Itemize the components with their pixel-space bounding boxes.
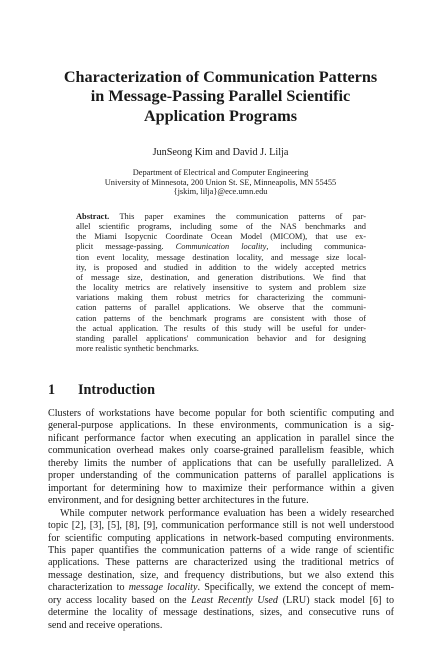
abstract-line: variations making them robust metrics for characterizing the communi-	[76, 293, 366, 303]
body-line: applications. These patterns are characterized using the traditional metrics of	[48, 557, 394, 569]
body-emphasis: message locality	[128, 582, 198, 594]
body-line: thereby limits the number of applications that can be usefully parallelized. A	[48, 457, 394, 469]
affiliation-department: Department of Electrical and Computer Engineering	[132, 168, 309, 177]
abstract-line: the Miami Isopycnic Coordinate Ocean Model (MICOM), that use ex-	[76, 232, 366, 242]
body-line: topic [2], [3], [5], [8], [9], communication performance still is not well understood	[48, 520, 394, 532]
abstract-text: plicit message-passing.	[76, 242, 176, 252]
body-text-run: (LRU) stack model [6] to	[277, 594, 394, 606]
abstract-text: This paper examines the communication patterns of par-	[109, 212, 366, 221]
body-line: environment, and for designing better architectures in the future.	[48, 495, 309, 507]
author-names: JunSeong Kim and David J. Lilja	[152, 147, 289, 158]
abstract-line: tion event locality, message destination locality, and message size local-	[76, 252, 366, 262]
section-heading	[48, 382, 155, 398]
body-line: nificant performance factor when executing an application in parallel since the	[48, 432, 394, 444]
section-title: Introduction	[78, 382, 155, 398]
body-text-run: . Specifically, we extend the concept of mem-	[197, 582, 394, 594]
body-line	[48, 582, 394, 594]
abstract-line: the locality metrics are relatively insensitive to system and problem size	[76, 283, 366, 293]
body-line: This paper quantifies the communication patterns of a wide range of scientific	[48, 544, 394, 556]
title-line: in Message-Passing Parallel Scientific	[90, 87, 351, 106]
abstract-line: cation patterns of the benchmark programs are consistent with those of	[76, 313, 366, 323]
title-line: Application Programs	[143, 106, 298, 125]
body-text-run: characterization to	[48, 582, 129, 594]
abstract-label: Abstract.	[76, 212, 110, 221]
affiliation-email: {jskim, lilja}@ece.umn.edu	[173, 187, 268, 197]
abstract-line: more realistic synthetic benchmarks.	[76, 344, 199, 354]
abstract-line: allel scientific programs, including some of the NAS benchmarks and	[76, 222, 366, 232]
body-line: message destination, size, and frequency distributions, but we also extend this	[48, 569, 394, 581]
abstract	[76, 212, 366, 354]
abstract-line	[76, 242, 366, 252]
body-line: important for determining how to maximize their performance within a given	[48, 482, 394, 494]
affiliation-block	[40, 168, 401, 197]
body-line: communication overhead makes only coarse-grained parallelism feasible, which	[48, 445, 394, 457]
abstract-line: the actual application. The results of this study will be useful for under-	[76, 323, 366, 333]
body-line: general-purpose applications. In these environments, communication is a sig-	[48, 420, 394, 432]
body-line: determine the locality of message destinations, sizes, and consecutive runs of	[48, 607, 394, 619]
body-line: Clusters of workstations have become popular for both scientific computing and	[48, 408, 394, 419]
affiliation-address: University of Minnesota, 200 Union St. SE, Minneapolis, MN 55455	[104, 177, 337, 187]
abstract-line: cation patterns of parallel applications. We observe that the communi-	[76, 303, 366, 313]
body-line	[48, 595, 394, 607]
abstract-emphasis: Communication locality	[175, 242, 267, 252]
abstract-line	[76, 212, 366, 222]
section-number: 1	[48, 382, 56, 398]
title-line: Characterization of Communication Patterns	[63, 68, 378, 86]
abstract-line: standing parallel applications' communication behavior and for designing	[76, 333, 366, 343]
body-line: send and receive operations.	[48, 619, 163, 631]
body-text	[48, 408, 394, 632]
body-line: for scientific computing applications in network-based computing environments.	[48, 532, 394, 544]
body-emphasis: Least Recently Used	[191, 594, 278, 606]
abstract-text: , including communica-	[266, 242, 367, 252]
body-line: While computer network performance evaluation has been a widely researched	[60, 507, 394, 519]
abstract-line: of message size, destination, and generation distributions. We find that	[76, 272, 366, 282]
abstract-line: ity, is proposed and studied in addition to the widely accepted metrics	[76, 262, 366, 272]
body-line: proper understanding of the communication patterns of parallel applications is	[48, 470, 394, 482]
paper-title	[40, 68, 401, 126]
body-text-run: ory access locality based on the	[48, 594, 192, 606]
